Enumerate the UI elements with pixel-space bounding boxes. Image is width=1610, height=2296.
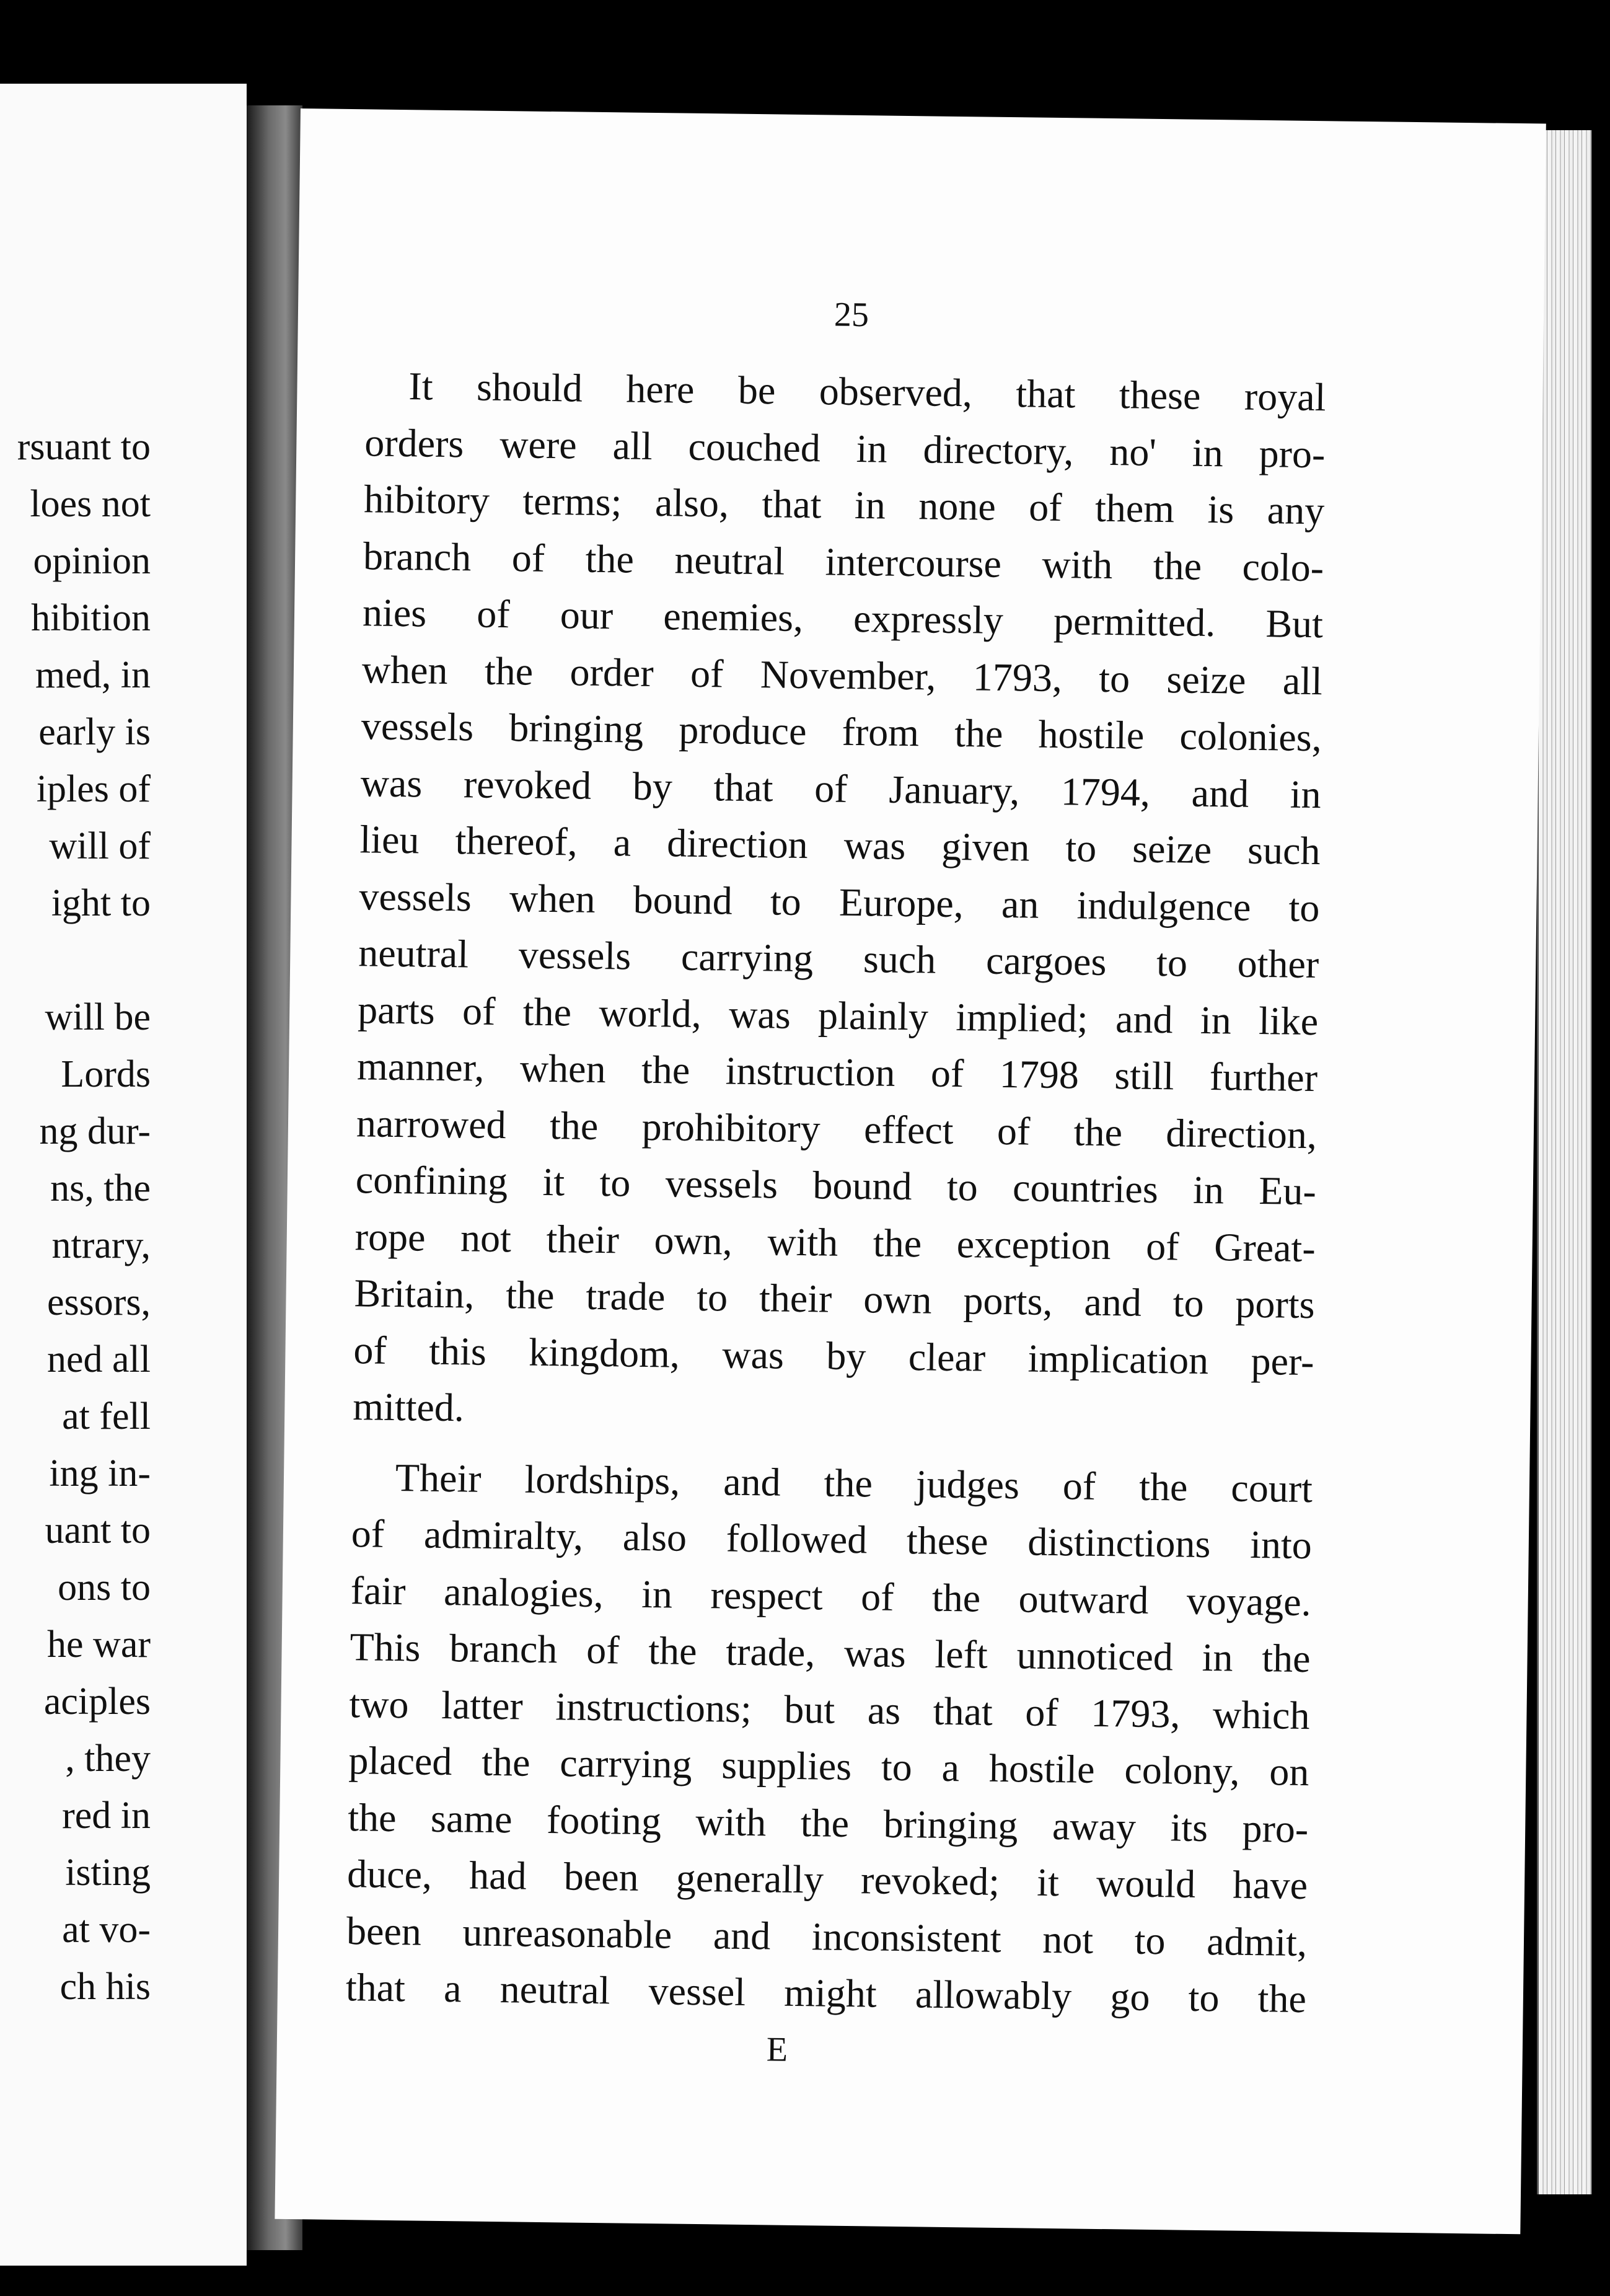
text-line: confining it to vessels bound to countries in Eu- xyxy=(355,1157,1317,1214)
text-line: neutral vessels carrying such cargoes to other xyxy=(358,930,1319,987)
text-line: It should here be observed, that these royal xyxy=(408,364,1326,420)
text-line: Britain, the trade to their own ports, and to ports xyxy=(354,1271,1315,1327)
left-line: aciples xyxy=(43,1680,151,1723)
left-line: ing in- xyxy=(49,1452,151,1495)
text-line: been unreasonable and inconsistent not to admit, xyxy=(346,1908,1308,1964)
text-line: nies of our enemies, expressly permitted. But xyxy=(362,590,1324,647)
text-line: This branch of the trade, was left unnoticed in the xyxy=(350,1625,1311,1681)
left-line: Lords xyxy=(61,1053,151,1095)
paragraph-2 xyxy=(345,1449,1313,2028)
text-line: that a neutral vessel might allowably go to the xyxy=(345,1965,1307,2021)
body-text xyxy=(345,357,1326,2027)
text-line: the same footing with the bringing away its pro- xyxy=(347,1795,1309,1851)
left-line: ight to xyxy=(51,882,151,924)
left-line: at vo- xyxy=(62,1909,151,1951)
text-line: rope not their own, with the exception of Great- xyxy=(354,1214,1316,1270)
signature-mark: E xyxy=(766,2030,788,2069)
text-line: branch of the neutral intercourse with the colo- xyxy=(363,533,1324,589)
text-line: placed the carrying supplies to a hostile colony, on xyxy=(348,1738,1309,1795)
text-line: narrowed the prohibitory effect of the direction, xyxy=(356,1100,1317,1157)
left-line: he war xyxy=(47,1623,151,1666)
text-line: hibitory terms; also, that in none of them is any xyxy=(363,477,1325,533)
left-line: loes not xyxy=(30,483,151,525)
left-line: hibition xyxy=(31,597,151,639)
left-line: essors, xyxy=(46,1281,151,1323)
text-line: duce, had been generally revoked; it would have xyxy=(346,1852,1308,1908)
left-line: iples of xyxy=(36,768,151,810)
text-line: mitted. xyxy=(352,1384,465,1430)
right-page xyxy=(275,108,1546,2234)
text-line: vessels when bound to Europe, an indulgence to xyxy=(359,873,1320,930)
left-line: med, in xyxy=(35,654,151,696)
left-line: ng dur- xyxy=(39,1110,151,1152)
text-line: when the order of November, 1793, to seize all xyxy=(361,647,1323,703)
left-line: ns, the xyxy=(50,1167,151,1209)
left-line: , they xyxy=(65,1737,151,1780)
left-page xyxy=(0,84,247,2266)
text-line: was revoked by that of January, 1794, and in xyxy=(360,760,1322,816)
text-line: vessels bringing produce from the hostile colonies, xyxy=(361,704,1322,760)
left-line: at fell xyxy=(62,1395,151,1437)
text-line: Their lordships, and the judges of the court xyxy=(395,1455,1313,1511)
left-paragraph-gap xyxy=(17,932,151,989)
left-line: opinion xyxy=(33,540,151,582)
left-line: ch his xyxy=(59,1966,151,2008)
page-number: 25 xyxy=(834,295,869,335)
left-line: rsuant to xyxy=(17,426,151,468)
left-line: uant to xyxy=(45,1509,151,1552)
left-page-text xyxy=(17,418,151,2015)
left-line: will be xyxy=(45,996,151,1038)
text-line: two latter instructions; but as that of 1793, which xyxy=(349,1681,1310,1737)
text-line: parts of the world, was plainly implied; and in like xyxy=(357,987,1319,1043)
left-line: early is xyxy=(38,711,151,753)
text-line: manner, when the instruction of 1798 still further xyxy=(356,1044,1318,1100)
text-line: fair analogies, in respect of the outward voyage. xyxy=(350,1568,1312,1624)
text-line: lieu thereof, a direction was given to seize such xyxy=(359,817,1321,873)
text-line: of admiralty, also followed these distinctions into xyxy=(351,1511,1313,1568)
text-line: of this kingdom, was by clear implication per- xyxy=(353,1327,1314,1384)
left-line: will of xyxy=(49,825,151,867)
left-line: red in xyxy=(62,1795,151,1837)
left-line: ons to xyxy=(58,1566,151,1609)
page-edges xyxy=(1537,130,1591,2194)
text-line: orders were all couched in directory, no' in pro- xyxy=(364,420,1326,476)
left-line: isting xyxy=(65,1852,151,1894)
left-line: ned all xyxy=(47,1338,151,1380)
left-line: ntrary, xyxy=(51,1224,151,1266)
paragraph-1 xyxy=(353,357,1326,1446)
